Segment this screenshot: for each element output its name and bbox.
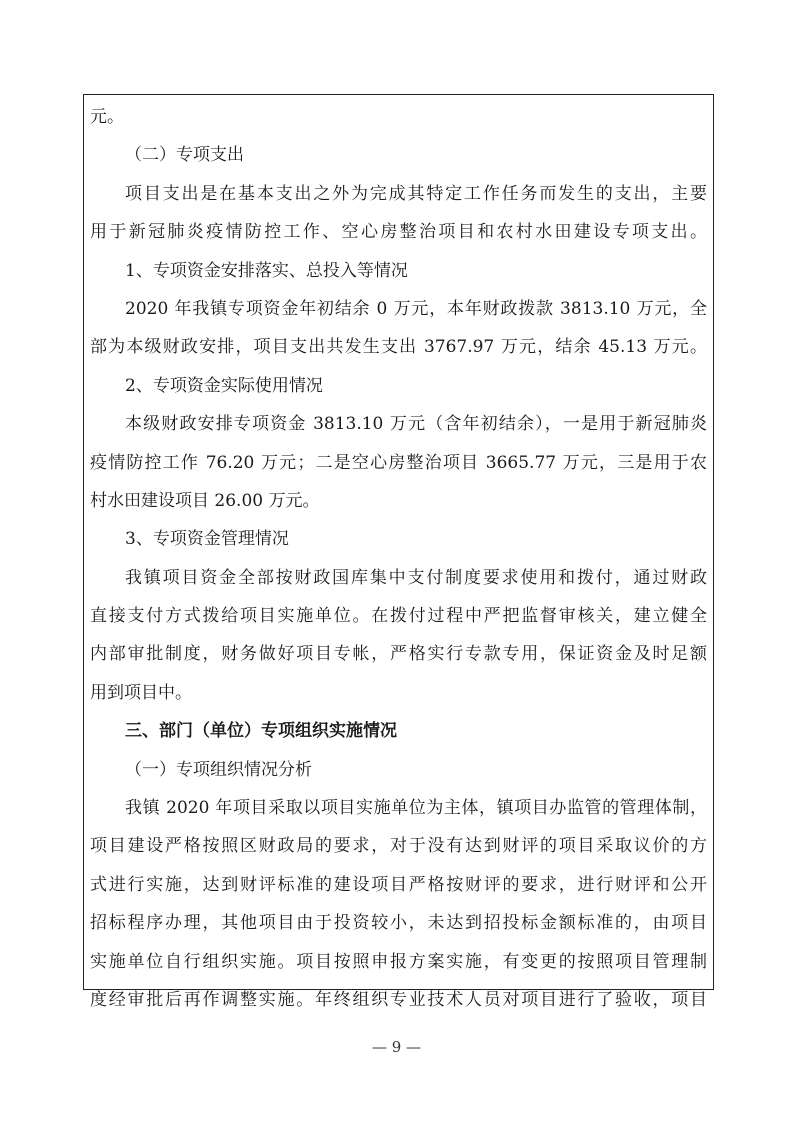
paragraph-line: 我镇 2020 年项目采取以项目实施单位为主体，镇项目办监管的管理体制，: [125, 798, 707, 819]
paragraph-line: 村水田建设项目 26.00 万元。: [90, 490, 320, 511]
section-heading: 2、专项资金实际使用情况: [125, 375, 323, 396]
paragraph-line: 项目支出是在基本支出之外为完成其特定工作任务而发生的支出，主要: [125, 183, 707, 204]
section-heading: （二）专项支出: [125, 145, 244, 166]
document-frame: [83, 94, 714, 1010]
document-body: [84, 98, 713, 1019]
page-number: — 9 —: [371, 1038, 422, 1056]
paragraph-line: 我镇项目资金全部按财政国库集中支付制度要求使用和拨付，通过财政: [125, 567, 707, 588]
paragraph-line: 用到项目中。: [90, 682, 192, 703]
paragraph-line: 度经审批后再作调整实施。年终组织专业技术人员对项目进行了验收，项目: [90, 989, 707, 1010]
paragraph-line: 元。: [90, 107, 124, 127]
paragraph-line: 内部审批制度，财务做好项目专帐，严格实行专款专用，保证资金及时足额: [90, 644, 707, 665]
paragraph-line: 实施单位自行组织实施。项目按照申报方案实施，有变更的按照项目管理制: [90, 951, 707, 972]
section-heading: 3、专项资金管理情况: [125, 529, 289, 550]
paragraph-line: 用于新冠肺炎疫情防控工作、空心房整治项目和农村水田建设专项支出。: [90, 222, 707, 243]
paragraph-line: 本级财政安排专项资金 3813.10 万元（含年初结余），一是用于新冠肺炎: [125, 414, 707, 435]
paragraph-line: 部为本级财政安排，项目支出共发生支出 3767.97 万元，结余 45.13 万元。: [90, 337, 707, 358]
section-heading: 1、专项资金安排落实、总投入等情况: [125, 260, 408, 281]
section-heading: （一）专项组织情况分析: [125, 759, 312, 780]
paragraph-line: 2020 年我镇专项资金年初结余 0 万元，本年财政拨款 3813.10 万元，全: [125, 298, 707, 319]
paragraph-line: 直接支付方式拨给项目实施单位。在拨付过程中严把监督审核关，建立健全: [90, 606, 707, 627]
paragraph-line: 项目建设严格按照区财政局的要求，对于没有达到财评的项目采取议价的方: [90, 836, 707, 857]
paragraph-line: 招标程序办理，其他项目由于投资较小，未达到招投标金额标准的，由项目: [90, 913, 707, 934]
paragraph-line: 式进行实施，达到财评标准的建设项目严格按财评的要求，进行财评和公开: [90, 874, 707, 895]
chapter-heading: 三、部门（单位）专项组织实施情况: [125, 721, 397, 742]
paragraph-line: 疫情防控工作 76.20 万元；二是空心房整治项目 3665.77 万元，三是用于农: [90, 452, 707, 473]
